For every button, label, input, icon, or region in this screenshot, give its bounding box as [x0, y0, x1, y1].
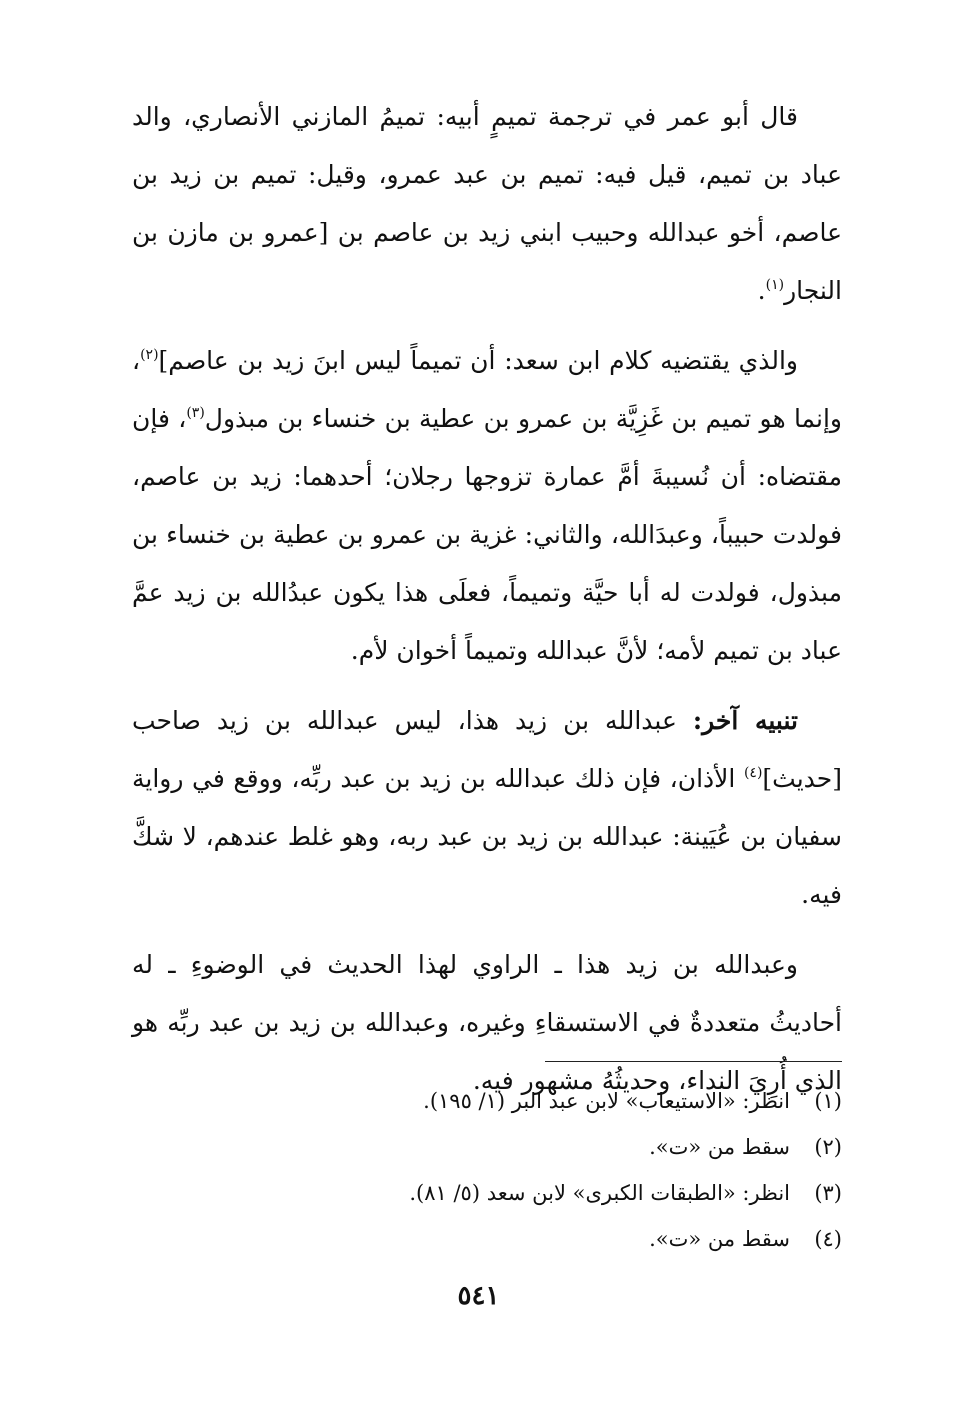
footnote-text: سقط من «ت».: [649, 1135, 790, 1159]
footnote-ref-1[interactable]: (١): [765, 277, 785, 293]
paragraph-3-lead: تنبيه آخر:: [692, 706, 798, 735]
footnote-separator: [545, 1061, 842, 1062]
footnote-ref-2[interactable]: (٢): [140, 347, 159, 363]
paragraph-3: [132, 692, 842, 924]
footnote-2: [132, 1124, 842, 1170]
footnote-1: [132, 1078, 842, 1124]
paragraph-2-text: والذي يقتضيه كلام ابن سعد: أن تميماً ليس ابنَ زيد بن عاصم]: [158, 346, 798, 375]
footnote-number: (٤): [814, 1227, 842, 1251]
paragraph-4-text: وعبدالله بن زيد هذا ـ الراوي لهذا الحديث في الوضوءِ ـ له أحاديثُ متعددةٌ في الاستسقاءِ وغيره، وعبدالله بن زيد بن عبد ربِّه هو الذي أُرِيَ النداء، وحديثُهُ مشهور فيه.: [132, 950, 842, 1095]
paragraph-2-mid: ، وإنما هو تميم بن غَزِيَّة بن عمرو بن عطية بن خنساء بن مبذول: [132, 346, 842, 433]
footnotes: [132, 1078, 842, 1262]
paragraph-1: [132, 88, 842, 320]
paragraph-2: [132, 332, 842, 680]
page-number: ٥٤١: [457, 1281, 500, 1311]
footnote-4: [132, 1216, 842, 1262]
main-text: [132, 88, 842, 1122]
footnote-ref-3[interactable]: (٣): [186, 405, 205, 421]
footnote-number: (٣): [814, 1181, 842, 1205]
footnote-number: (٢): [814, 1135, 842, 1159]
paragraph-1-text: قال أبو عمر في ترجمة تميمٍ أبيه: تميمُ المازني الأنصاري، والد عباد بن تميم، قيل فيه: تميم بن عبد عمرو، وقيل: تميم بن زيد بن عاصم، أخو عبدالله وحبيب ابني زيد بن عاصم بن [عمرو بن مازن بن النجار: [132, 102, 842, 305]
footnote-number: (١): [814, 1089, 842, 1113]
footnote-text: انظر: «الطبقات الكبرى» لابن سعد (٥/ ٨١).: [409, 1181, 790, 1205]
paragraph-3-tail: الأذان، فإن ذلك عبدالله بن زيد بن عبد ربِّه، ووقع في رواية سفيان بن عُيَينة: عبدالله بن زيد بن عبد ربه، وهو غلط عندهم، لا شكَّ فيه.: [132, 764, 842, 909]
paragraph-1-tail: .: [757, 276, 766, 305]
footnote-3: [132, 1170, 842, 1216]
paragraph-3-text: عبدالله بن زيد هذا، ليس عبدالله بن زيد صاحب [حديث]: [132, 706, 842, 793]
paragraph-2-tail: ، فإن مقتضاه: أن نُسيبةَ أمَّ عمارة تزوجها رجلان؛ أحدهما: زيد بن عاصم، فولدت حبيباً، وعبدَالله، والثاني: غزية بن عمرو بن عطية بن خنساء بن مبذول، فولدت له أبا حيَّة وتميماً، فعلَى هذا يكون عبدُالله بن زيد عمَّ عباد بن تميم لأمه؛ لأنَّ عبدالله وتميماً أخوان لأم.: [132, 404, 842, 665]
footnote-text: انظر: «الاستيعاب» لابن عبد البر (١/ ١٩٥).: [423, 1089, 790, 1113]
footnote-ref-4[interactable]: (٤): [743, 765, 763, 781]
footnote-text: سقط من «ت».: [649, 1227, 790, 1251]
